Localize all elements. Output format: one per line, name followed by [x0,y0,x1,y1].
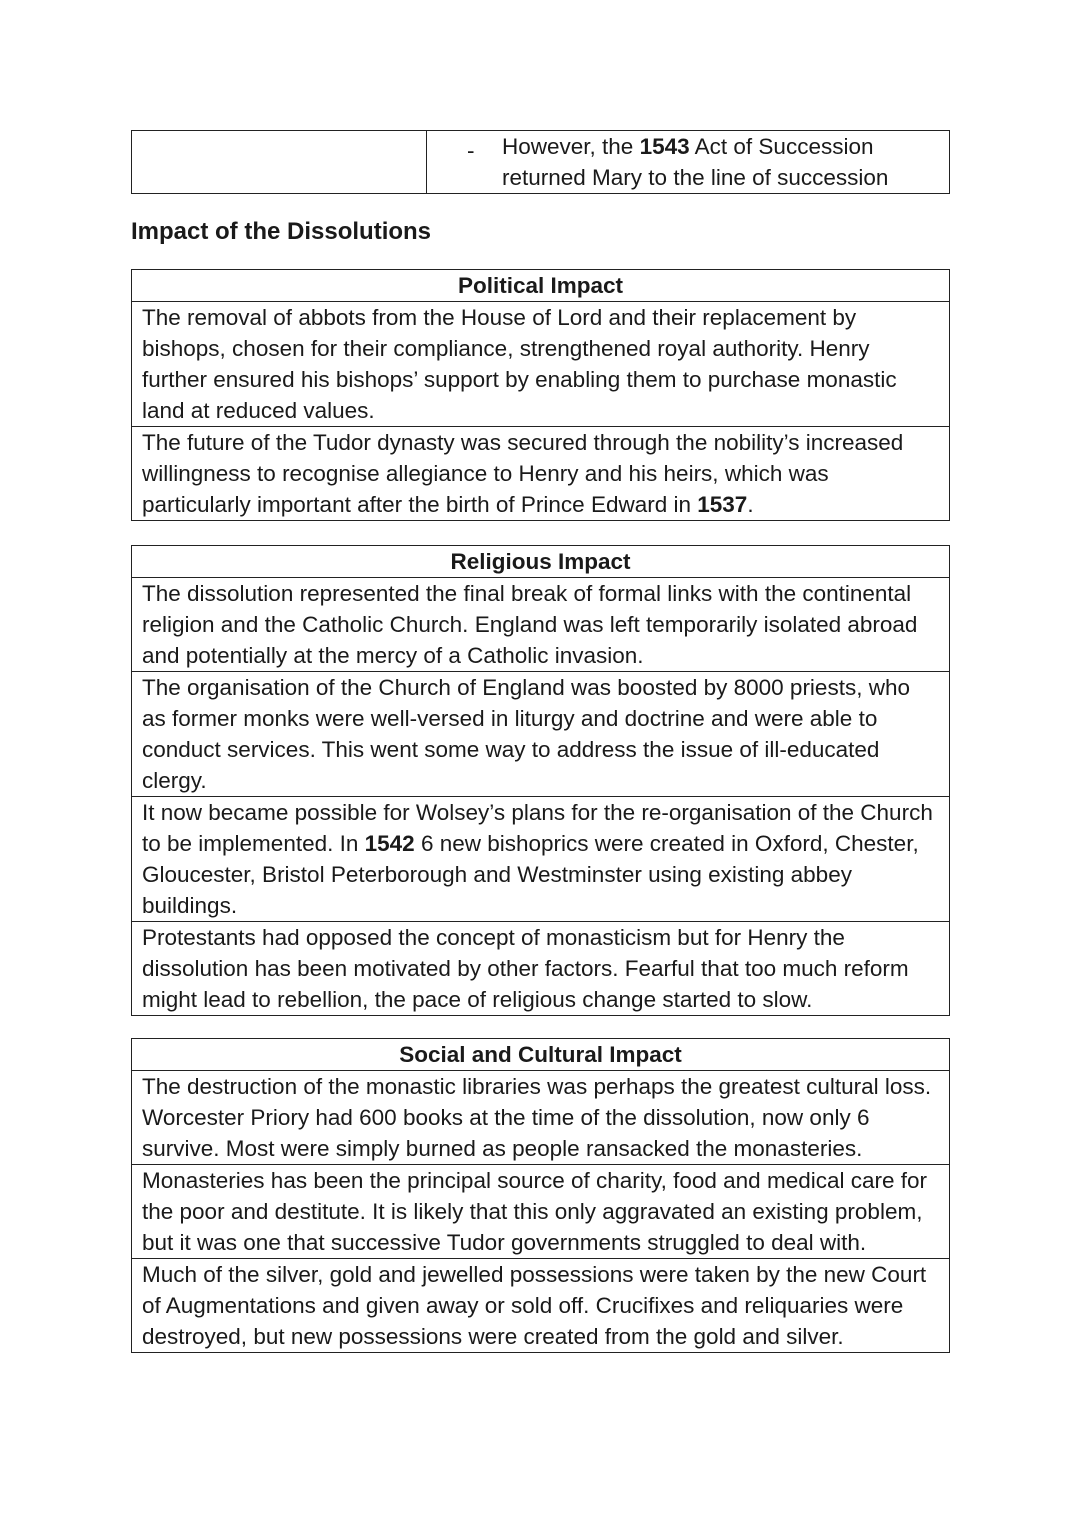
political-row-2: The future of the Tudor dynasty was secured through the nobility’s increased willingness to recognise allegiance to Henry and his heirs, which was particularly important after the birth of Prince Edward in 1537. [132,427,950,521]
religious-row-3: It now became possible for Wolsey’s plans for the re-organisation of the Church to be implemented. In 1542 6 new bishoprics were created in Oxford, Chester, Gloucester, Bristol Peterborough and Westminster using existing abbey buildings. [132,797,950,922]
table-row [132,1071,950,1165]
table-row [132,1039,950,1071]
continuation-cell [427,131,950,194]
table-row [132,546,950,578]
table-row [132,672,950,797]
table-row [132,1165,950,1259]
political-impact-title: Political Impact [132,270,950,302]
social-row-2: Monasteries has been the principal source of charity, food and medical care for the poor and destitute. It is likely that this only aggravated an existing problem, but it was one that successive Tudor governments struggled to deal with. [132,1165,950,1259]
religious-row-1: The dissolution represented the final break of formal links with the continental religion and the Catholic Church. England was left temporarily isolated abroad and potentially at the mercy of a Catholic invasion. [132,578,950,672]
social-row-1: The destruction of the monastic libraries was perhaps the greatest cultural loss. Worcester Priory had 600 books at the time of the dissolution, now only 6 survive. Most were simply burned as people ransacked the monasteries. [132,1071,950,1165]
religious-impact-table [131,545,950,1016]
table-row [132,270,950,302]
table-row [132,302,950,427]
year-1543: 1543 [639,134,690,159]
table-row [132,578,950,672]
social-impact-title: Social and Cultural Impact [132,1039,950,1071]
religious-row-2: The organisation of the Church of England was boosted by 8000 priests, who as former monks were well-versed in liturgy and doctrine and were able to conduct services. This went some way to address the issue of ill-educated clergy. [132,672,950,797]
continuation-text: However, the 1543 Act of Succession returned Mary to the line of succession [502,134,889,190]
table-row [132,797,950,922]
social-row-3: Much of the silver, gold and jewelled possessions were taken by the new Court of Augmentations and given away or sold off. Crucifixes and reliquaries were destroyed, but new possessions were created from the gold and silver. [132,1259,950,1353]
continuation-table [131,130,950,194]
table-row [132,131,950,194]
year-1542: 1542 [364,831,415,856]
table-row [132,1259,950,1353]
political-row-1: The removal of abbots from the House of Lord and their replacement by bishops, chosen for their compliance, strengthened royal authority. Henry further ensured his bishops’ support by enabling them to purchase monastic land at reduced values. [132,302,950,427]
empty-cell [132,131,427,194]
political-impact-table [131,269,950,521]
section-heading: Impact of the Dissolutions [131,218,432,245]
table-row [132,427,950,521]
religious-impact-title: Religious Impact [132,546,950,578]
social-cultural-impact-table [131,1038,950,1353]
table-row [132,922,950,1016]
bullet-dash: - [467,138,475,163]
religious-row-4: Protestants had opposed the concept of monasticism but for Henry the dissolution has been motivated by other factors. Fearful that too much reform might lead to rebellion, the pace of religious change started to slow. [132,922,950,1016]
year-1537: 1537 [697,492,748,517]
